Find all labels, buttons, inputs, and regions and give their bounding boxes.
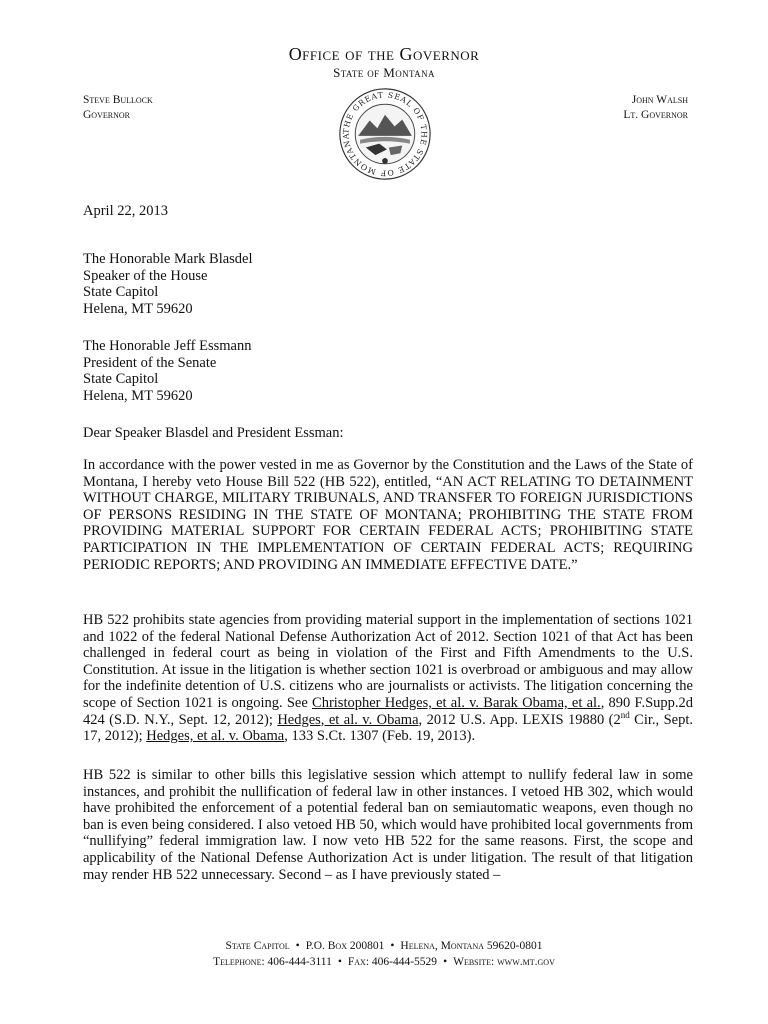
- footer-telephone: Telephone: 406-444-3111: [213, 956, 332, 968]
- bullet-icon: •: [390, 940, 395, 952]
- letterhead-subtitle: State of Montana: [333, 65, 435, 80]
- recipient-address-1: [83, 251, 253, 317]
- paragraph-text: Cir., Sept. 17, 2012);: [83, 711, 693, 745]
- letter-date: April 22, 2013: [83, 203, 168, 219]
- seal-text: THE GREAT SEAL OF THE STATE OF MONTANA: [341, 90, 429, 178]
- footer-website: Website: www.mt.gov: [453, 956, 555, 968]
- footer-capitol: State Capitol: [225, 940, 290, 952]
- paragraph-litigation: [83, 612, 693, 745]
- state-seal-icon: [337, 86, 433, 182]
- recipient-name: The Honorable Mark Blasdel: [83, 251, 253, 267]
- letterhead-title: Office of the Governor: [288, 44, 480, 64]
- bullet-icon: •: [443, 956, 448, 968]
- case-citation: Hedges, et al. v. Obama: [277, 711, 419, 728]
- paragraph-text: , 890 F.Supp.2d 424 (S.D. N.Y., Sept. 12, 2012);: [83, 694, 694, 728]
- paragraph-text: , 2012 U.S. App. LEXIS 19880 (2: [418, 711, 621, 728]
- footer-address: [0, 940, 768, 952]
- paragraph-nullification: HB 522 is similar to other bills this legislative session which attempt to nullify federal law in some instances, and prohibit the nullification of federal law in other instances. I vetoed HB 302, which would have prohibited the enforcement of a potential federal ban on semiautomatic weapons, even though no ban is even being considered. I also vetoed HB 50, which would have prohibited local governments from “nullifying” federal immigration law. I now veto HB 522 for the same reasons. First, the scope and applicability of the National Defense Authorization Act is under litigation. The result of that litigation may render HB 522 unnecessary. Second – as I have previously stated –: [83, 767, 693, 883]
- bullet-icon: •: [295, 940, 300, 952]
- salutation: Dear Speaker Blasdel and President Essman:: [83, 425, 344, 441]
- recipient-address-2: [83, 338, 251, 404]
- footer-city: Helena, Montana 59620-0801: [400, 940, 543, 952]
- bullet-icon: •: [337, 956, 342, 968]
- paragraph-veto-statement: In accordance with the power vested in me as Governor by the Constitution and the Laws of the State of Montana, I hereby veto House Bill 522 (HB 522), entitled, “AN ACT RELATING TO DETAINMENT WITHOUT CHARGE, MILITARY TRIBUNALS, AND TRANSFER TO FOREIGN JURISDICTIONS OF PERSONS RESIDING IN THE STATE OF MONTANA; PROHIBITING THE STATE FROM PROVIDING MATERIAL SUPPORT FOR CERTAIN FEDERAL ACTS; PROHIBITING STATE PARTICIPATION IN THE IMPLEMENTATION OF CERTAIN FEDERAL ACTS; REQUIRING PERIODIC REPORTS; AND PROVIDING AN IMMEDIATE EFFECTIVE DATE.”: [83, 457, 693, 573]
- recipient-title: Speaker of the House: [83, 267, 208, 284]
- governor-title: Governor: [83, 109, 130, 121]
- case-citation: Hedges, et al. v. Obama: [146, 728, 285, 745]
- footer-pobox: P.O. Box 200801: [305, 940, 385, 952]
- lt-governor-name: John Walsh: [631, 94, 688, 106]
- recipient-title: President of the Senate: [83, 354, 217, 371]
- ordinal-suffix: nd: [620, 709, 630, 720]
- governor-name: Steve Bullock: [83, 94, 153, 106]
- paragraph-text: HB 522 prohibits state agencies from providing material support in the implementation of sections 1021 and 1022 of the federal National Defense Authorization Act of 2012. Section 1021 of that Act has been challenged in federal court as being in violation of the First and Fifth Amendments to the U.S. Constitution. At issue in the litigation is whether section 1021 is overbroad or ambiguous and may allow for the indefinite detention of U.S. citizens who are journalists or activists. The litigation concerning the scope of Section 1021 is ongoing. See: [83, 612, 693, 711]
- lt-governor-title: Lt. Governor: [623, 109, 688, 121]
- footer-fax: Fax: 406-444-5529: [347, 956, 438, 968]
- footer-contact: [0, 956, 768, 968]
- recipient-name: The Honorable Jeff Essmann: [83, 338, 252, 354]
- lt-governor-block: [623, 93, 688, 123]
- recipient-address-line: State Capitol: [83, 284, 159, 300]
- recipient-address-line: State Capitol: [83, 371, 159, 387]
- governor-block: [83, 93, 153, 123]
- paragraph-text: , 133 S.Ct. 1307 (Feb. 19, 2013).: [284, 728, 476, 745]
- recipient-address-line: Helena, MT 59620: [83, 387, 193, 404]
- case-citation: Christopher Hedges, et al. v. Barak Obama, et al.: [312, 694, 601, 711]
- recipient-address-line: Helena, MT 59620: [83, 300, 193, 317]
